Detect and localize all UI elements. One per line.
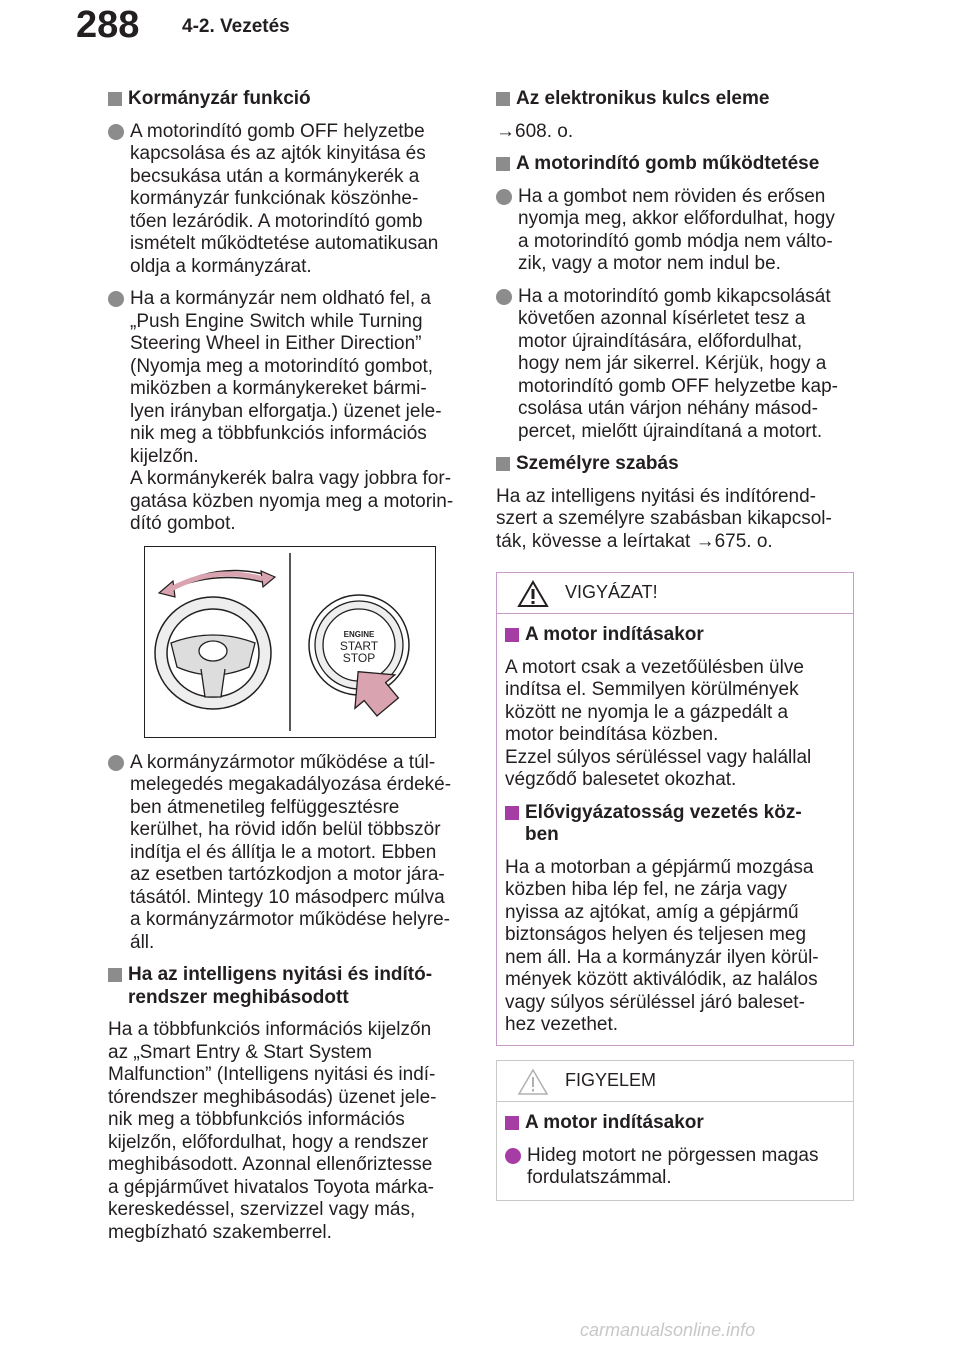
square-bullet-icon [108, 968, 122, 982]
bullet-item: A motorindító gomb OFF helyzetbe kapcsolása és az ajtók kinyitása és becsukása után a kormánykerék a kormányzár funkciónak köszönhe- tően lezáródik. A motorindító gomb ismételt működtetése automatikusan oldja a kormányzárat. [108, 121, 480, 279]
notice-heading-engine-start: A motor indításakor [505, 1112, 845, 1135]
bullet-item: Ha a kormányzár nem oldható fel, a „Push Engine Switch while Turning Steering Wheel in Either Direction” (Nyomja meg a motorindító gombot, miközben a kormánykereket bármi- lyen irányban elforgatja.) üzenet jele- nik meg a többfunkciós információs kijelzőn. A kormánykerék balra vagy jobbra for- gatása közben nyomja meg a motorin- dító gombot. [108, 288, 480, 536]
right-column [496, 88, 868, 563]
warning-paragraph: A motort csak a vezetőülésben ülve indítsa el. Semmilyen körülmények között ne nyomja le a gázpedált a motor beindítása közben. Ezzel súlyos sérüléssel vagy halállal végződő balesetet okozhat. [505, 656, 812, 790]
warning-heading-driving-precautions: Elővigyázatosság vezetés köz- ben [505, 802, 845, 847]
warning-triangle-icon [517, 580, 549, 608]
heading-steering-lock: Kormányzár funkció [108, 88, 480, 111]
square-bullet-icon [505, 1116, 519, 1130]
caution-triangle-icon [517, 1068, 549, 1096]
warning-title-bar [497, 573, 853, 614]
steering-wheel-figure [144, 546, 436, 738]
button-label-start: START [339, 638, 379, 653]
notice-title: FIGYELEM [565, 1070, 657, 1090]
square-bullet-icon [496, 457, 510, 471]
notice-title-bar [497, 1061, 853, 1102]
warning-heading-engine-start: A motor indításakor [505, 624, 845, 647]
circle-bullet-icon [505, 1148, 521, 1164]
warning-paragraph: Ha a motorban a gépjármű mozgása közben hiba lép fel, ne zárja vagy nyissa az ajtókat, amíg a gépjármű biztonságos helyen és teljesen meg nem áll. Ha a kormányzár ilyen körül- mények között aktiválódik, az halálos vagy súlyos sérüléssel járó baleset- hez vezethet. [505, 856, 819, 1035]
bullet-item: Hideg motort ne pörgessen magas fordulatszámmal. [505, 1145, 845, 1190]
square-bullet-icon [496, 157, 510, 171]
left-column [108, 88, 480, 1254]
heading-customization: Személyre szabás [496, 453, 868, 476]
steering-wheel-illustration [145, 547, 435, 737]
heading-key-battery: Az elektronikus kulcs eleme [496, 88, 868, 111]
heading-system-malfunction: Ha az intelligens nyitási és indító- rendszer meghibásodott [108, 964, 480, 1009]
heading-start-button-operation: A motorindító gomb működtetése [496, 153, 868, 176]
warning-box [496, 572, 854, 1046]
circle-bullet-icon [496, 189, 512, 205]
warning-title: VIGYÁZAT! [565, 582, 658, 602]
malfunction-paragraph: Ha a többfunkciós információs kijelzőn az „Smart Entry & Start System Malfunction” (Intelligens nyitási és indí- tórendszer meghibásodás) üzenet jele- nik meg a többfunkciós információs kijelzőn, előfordulhat, hogy a rendszer meghibásodott. Azonnal ellenőriztesse a gépjárművet hivatalos Toyota márka- kereskedéssel, szervizzel vagy más, megbízható szakemberrel. [108, 1019, 437, 1243]
watermark: carmanualsonline.info [580, 1320, 756, 1340]
square-bullet-icon [505, 628, 519, 642]
square-bullet-icon [496, 92, 510, 106]
bullet-item: A kormányzármotor működése a túl- melegedés megakadályozása érdeké- ben átmenetileg felfüggesztésre kerülhet, ha rövid időn belül többször indítja el és állítja le a motort. Ebben az esetben tartózkodjon a motor jára- tásától. Mintegy 10 másodperc múlva a kormányzármotor működése helyre- áll. [108, 752, 480, 955]
square-bullet-icon [505, 806, 519, 820]
button-label-engine: ENGINE [343, 629, 375, 639]
square-bullet-icon [108, 92, 122, 106]
circle-bullet-icon [496, 289, 512, 305]
bullet-item: Ha a motorindító gomb kikapcsolását követően azonnal kísérletet tesz a motor újraindítására, előfordulhat, hogy nem jár sikerrel. Kérjük, hogy a motorindító gomb OFF helyzetbe kap- csolása után várjon néhány másod- percet, mielőtt újraindítaná a motort. [496, 286, 868, 444]
bullet-item: Ha a gombot nem röviden és erősen nyomja meg, akkor előfordulhat, hogy a motorindító gomb módja nem válto- zik, vagy a motor nem indul be. [496, 186, 868, 276]
circle-bullet-icon [108, 124, 124, 140]
section-title: 4-2. Vezetés [182, 16, 290, 37]
notice-box [496, 1060, 854, 1201]
circle-bullet-icon [108, 291, 124, 307]
page-reference: →608. o. [496, 120, 574, 142]
circle-bullet-icon [108, 755, 124, 771]
button-label-stop: STOP [342, 650, 376, 665]
customization-paragraph: Ha az intelligens nyitási és indítórend- szert a személyre szabásban kikapcsol- ták, kövesse a leírtakat →675. o. [496, 485, 832, 552]
page-number: 288 [76, 4, 140, 46]
